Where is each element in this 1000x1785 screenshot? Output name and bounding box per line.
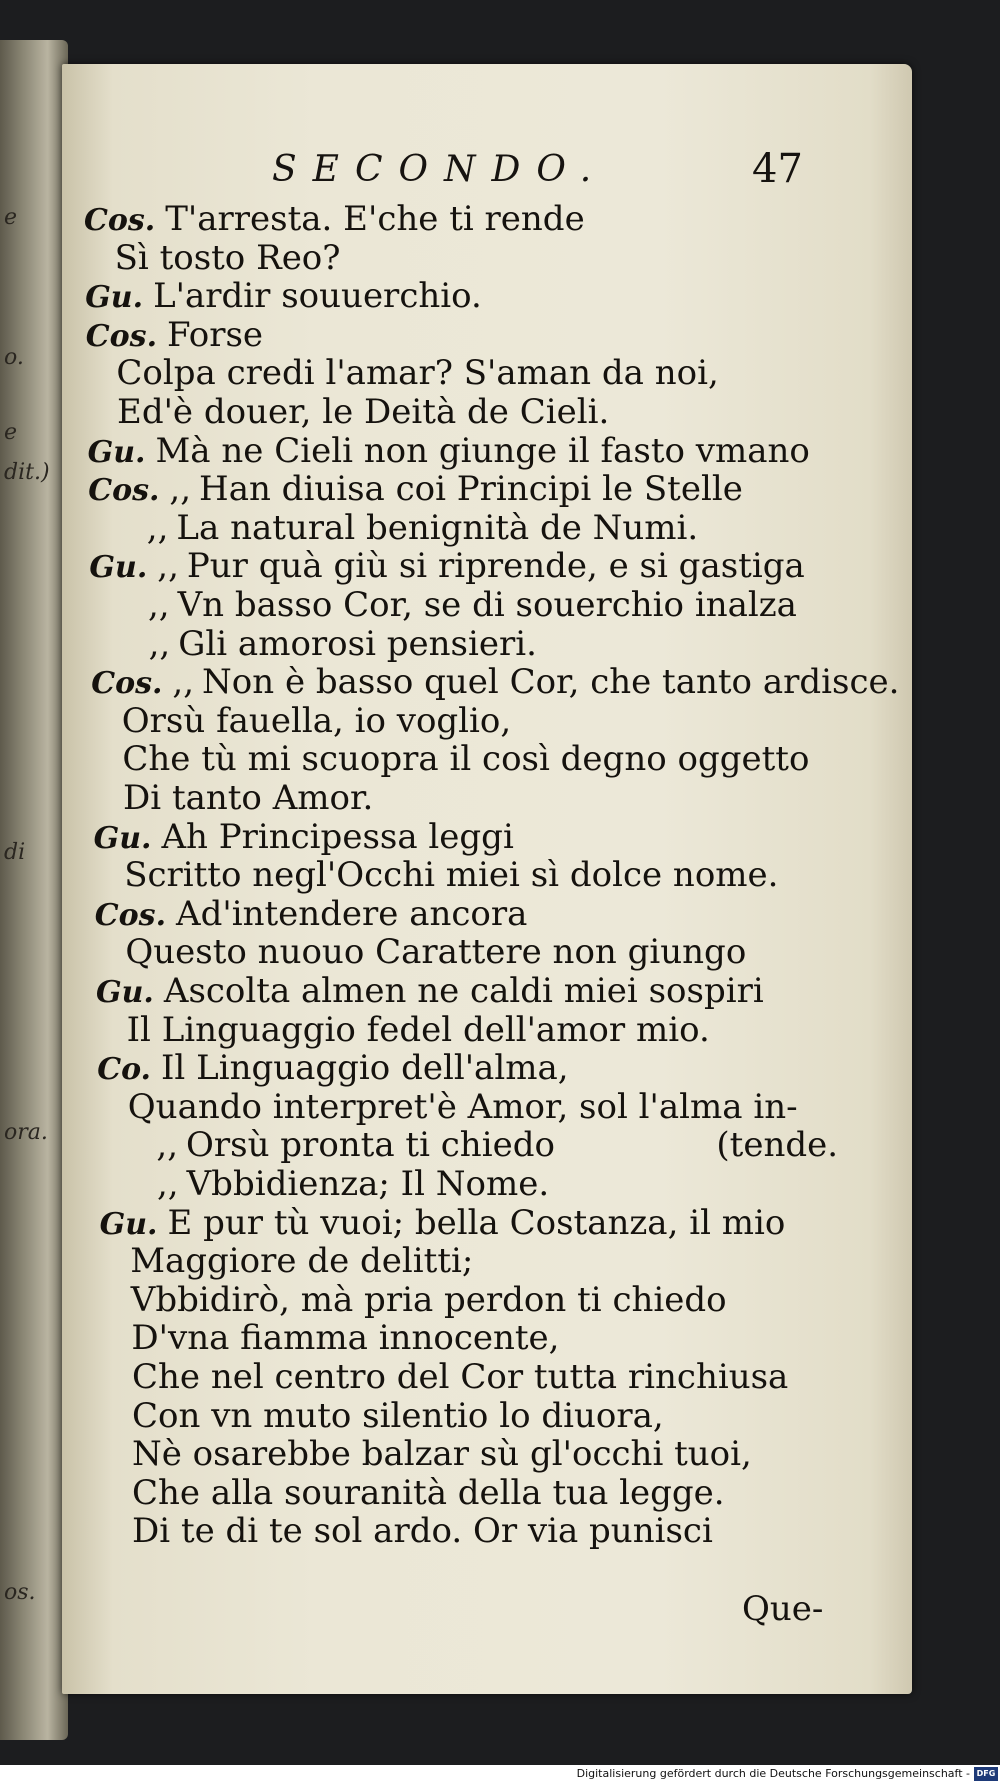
page-text-area [62, 64, 912, 1694]
speaker-label: Co. [97, 1052, 151, 1088]
line-text: Il Linguaggio fedel dell'amor mio. [126, 1009, 710, 1050]
quote-mark: ,, [148, 585, 170, 625]
line-text: Vbbidirò, mà pria perdon ti chiedo [130, 1279, 727, 1320]
quote-mark: ,, [157, 546, 179, 587]
speaker-label: Cos. [85, 318, 158, 354]
text-line [117, 393, 609, 431]
text-line [128, 1088, 798, 1126]
line-text: Forse [167, 314, 264, 355]
line-text: Ed'è douer, le Deità de Cieli. [117, 392, 610, 432]
text-line [100, 1204, 786, 1244]
book-page [62, 64, 912, 1694]
left-fragment: e [4, 420, 18, 445]
line-text: Quando interpret'è Amor, sol l'alma in- [127, 1086, 798, 1127]
text-line [84, 200, 585, 240]
text-line [88, 432, 810, 472]
line-text: D'vna fiamma innocente, [131, 1318, 560, 1359]
speaker-label: Cos. [91, 666, 163, 702]
text-line [122, 740, 809, 778]
text-line [89, 547, 804, 587]
text-line [148, 586, 797, 624]
text-line [125, 933, 746, 971]
quote-mark: ,, [156, 1125, 179, 1166]
catchword: Que- [742, 1589, 824, 1629]
line-text: Vn basso Cor, se di souerchio inalza [177, 585, 797, 625]
line-text: Con vn muto silentio lo diuora, [132, 1395, 664, 1436]
line-text: Che nel centro del Cor tutta rinchiusa [132, 1357, 789, 1397]
left-facing-page-edge [0, 40, 68, 1740]
line-text: Che tù mi scuopra il così degno oggetto [122, 739, 810, 780]
line-text: Ah Principessa leggi [161, 816, 514, 857]
line-text: Han diuisa coi Principi le Stelle [199, 469, 743, 510]
speaker-label: Cos. [88, 473, 160, 509]
text-line [115, 239, 341, 277]
line-text: Che alla souranità della tua legge. [132, 1472, 725, 1513]
text-line [122, 702, 511, 740]
quote-mark: ,, [157, 1164, 179, 1204]
line-text: Nè osarebbe balzar sù gl'occhi tuoi, [132, 1434, 752, 1475]
text-line [132, 1512, 713, 1550]
text-line [94, 818, 514, 858]
line-text: Colpa credi l'amar? S'aman da noi, [116, 353, 719, 394]
line-text: La natural benignità de Numi. [176, 507, 699, 548]
left-fragment: di [4, 840, 26, 865]
line-text: L'ardir souuerchio. [153, 276, 482, 317]
line-text: Vbbidienza; Il Nome. [186, 1164, 550, 1204]
text-line [95, 895, 528, 935]
text-line [131, 1319, 559, 1357]
line-text: T'arresta. E'che ti rende [165, 199, 585, 239]
footer-credit: Digitalisierung gefördert durch die Deutsche Forschungsgemeinschaft - [576, 1767, 970, 1780]
line-text: Di tanto Amor. [123, 778, 374, 818]
line-text: Questo nuouo Carattere non giungo [125, 932, 747, 973]
text-line [91, 663, 899, 703]
line-text: Di te di te sol ardo. Or via punisci [132, 1511, 713, 1552]
text-line [123, 779, 373, 817]
speaker-label: Cos. [94, 897, 167, 933]
line-text: Scritto negl'Occhi miei sì dolce nome. [124, 855, 779, 896]
quote-mark: ,, [169, 469, 192, 510]
text-line [116, 354, 718, 392]
speaker-label: Gu. [99, 1206, 158, 1242]
line-text: Gli amorosi pensieri. [178, 623, 537, 664]
speaker-label: Gu. [93, 820, 152, 856]
speaker-label: Gu. [87, 434, 146, 470]
text-line [97, 1049, 568, 1089]
text-line [127, 1011, 710, 1049]
turnover-text: (tende. [716, 1125, 839, 1166]
line-text: Orsù pronta ti chiedo [186, 1125, 555, 1166]
running-head: SECONDO. [272, 149, 608, 190]
left-fragment: dit.) [4, 460, 50, 485]
line-text: Ascolta almen ne caldi miei sospiri [163, 971, 764, 1011]
line-text: Sì tosto Reo? [114, 237, 341, 278]
speaker-label: Gu. [85, 280, 144, 316]
speaker-label: Gu. [89, 550, 148, 586]
text-line [131, 1281, 727, 1319]
text-line [96, 972, 764, 1012]
left-fragment: os. [4, 1580, 36, 1605]
quote-mark: ,, [146, 507, 169, 548]
dfg-logo-icon: DFG [974, 1767, 998, 1781]
text-line [156, 1125, 839, 1166]
quote-mark: ,, [172, 662, 195, 703]
left-fragment: ora. [4, 1120, 48, 1145]
page-number: 47 [752, 146, 803, 192]
text-line [85, 277, 482, 317]
left-fragment: o. [4, 345, 24, 370]
text-line [124, 856, 778, 894]
speaker-label: Gu. [96, 975, 154, 1010]
line-text: Pur quà giù si riprende, e si gastiga [186, 546, 805, 587]
text-line [86, 316, 263, 356]
digitization-footer [0, 1765, 1000, 1785]
line-text: Mà ne Cieli non giunge il fasto vmano [155, 430, 810, 471]
line-text: Il Linguaggio dell'alma, [161, 1048, 569, 1089]
text-line [88, 470, 743, 510]
line-text: Non è basso quel Cor, che tanto ardisce. [202, 662, 900, 703]
text-line [149, 625, 537, 663]
line-text: Orsù fauella, io voglio, [121, 700, 512, 741]
line-text: Maggiore de delitti; [130, 1241, 474, 1282]
left-page-fragments [0, 40, 68, 1740]
quote-mark: ,, [148, 623, 171, 664]
speaker-label: Cos. [84, 203, 156, 238]
text-line [132, 1435, 752, 1473]
text-line [132, 1474, 725, 1512]
text-line [157, 1165, 549, 1203]
text-line [147, 509, 698, 547]
text-line [132, 1358, 788, 1396]
left-fragment: e [4, 205, 18, 230]
text-line [132, 1397, 664, 1435]
line-text: E pur tù vuoi; bella Costanza, il mio [167, 1202, 786, 1243]
text-line [130, 1242, 473, 1280]
line-text: Ad'intendere ancora [176, 893, 528, 934]
